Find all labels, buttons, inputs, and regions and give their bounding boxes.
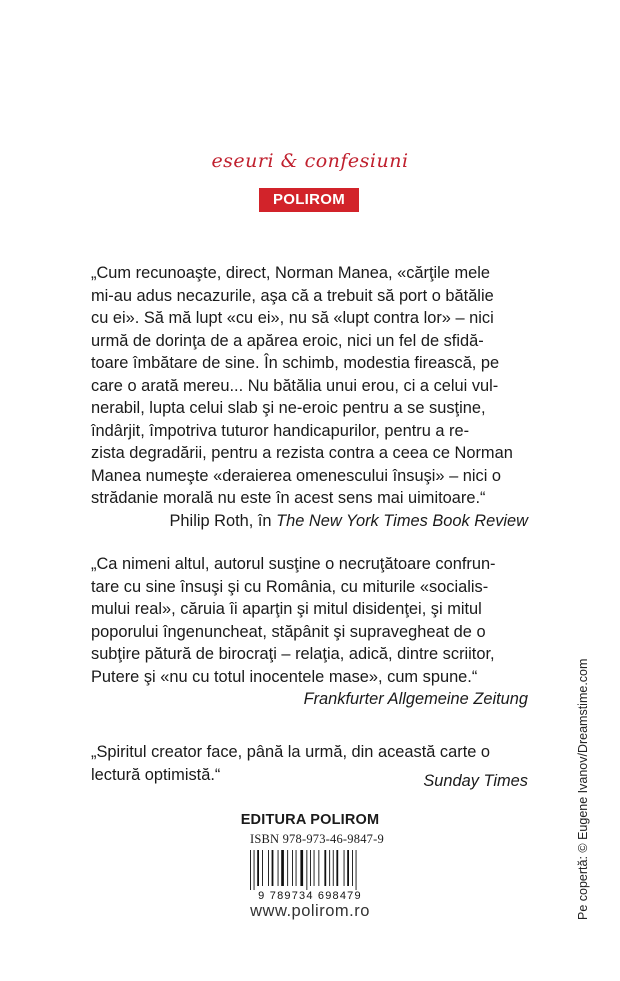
quote-line: lectură optimistă.“ [91, 765, 221, 784]
barcode-bar [314, 850, 315, 886]
barcode-bar [281, 850, 284, 886]
isbn-number: ISBN 978-973-46-9847-9 [250, 832, 384, 846]
barcode-bar [278, 850, 279, 886]
barcode-bar [268, 850, 269, 886]
barcode-bar [356, 850, 357, 890]
barcode-bar [257, 850, 259, 886]
quote-line: mi-au adus necazurile, aşa că a trebuit să port o bătălie [91, 286, 494, 305]
barcode-bar [336, 850, 338, 886]
attribution-author: Philip Roth, în [169, 512, 277, 530]
quote-line: Putere şi «nu cu totul inocentele mase», cum spune.“ [91, 667, 478, 686]
quote-line: „Cum recunoaşte, direct, Norman Manea, «cărţile mele [91, 264, 491, 282]
quote-line: nerabil, lupta celui slab şi ne-eroic pentru a se susţine, [91, 399, 486, 417]
quote-philip-roth [91, 262, 528, 510]
barcode-bar [272, 850, 274, 886]
barcode-bar [347, 850, 349, 886]
cover-credit: Pe copertă: © Eugene Ivanov/Dreamstime.com [576, 658, 590, 920]
publisher-name: EDITURA POLIROM [240, 812, 380, 828]
barcode-bar [250, 850, 251, 890]
quote-faz [91, 553, 528, 688]
website-url[interactable]: www.polirom.ro [250, 902, 370, 920]
attribution-philip-roth [170, 512, 529, 531]
barcode [240, 848, 380, 900]
barcode-bar [310, 850, 311, 886]
quote-line: Manea numeşte «deraierea omenescului însuşi» – nici o [91, 466, 502, 485]
barcode-bar [306, 850, 307, 890]
barcode-bar [262, 850, 263, 886]
quote-line: subţire pătură de birocraţi – relaţia, adică, dintre scriitor, [91, 645, 495, 663]
attribution-source: The New York Times Book Review [276, 512, 528, 530]
barcode-bar [287, 850, 288, 886]
attribution-faz: Frankfurter Allgemeine Zeitung [303, 690, 528, 708]
barcode-bar [300, 850, 303, 886]
barcode-bar [318, 850, 319, 886]
quote-line: poporului îngenuncheat, stăpânit şi supravegheat de o [91, 622, 486, 641]
quote-line: zista degradării, pentru a rezista contra a ceea ce Norman [91, 444, 513, 462]
barcode-bar [292, 850, 293, 886]
quote-line: care o arată mereu... Nu bătălia unui erou, ci a celui vul- [91, 376, 499, 395]
quote-line: urmă de dorinţa de a apărea eroic, nici un fel de sfidă- [91, 331, 484, 350]
polirom-logo: POLIROM [259, 188, 359, 212]
barcode-bar [254, 850, 255, 890]
barcode-bar [333, 850, 334, 886]
barcode-bar [296, 850, 297, 886]
quote-line: strădanie morală nu este în acest sens mai uimitoare.“ [91, 489, 486, 507]
barcode-bar [344, 850, 345, 886]
quote-line: toare îmbătare de sine. În schimb, modestia firească, pe [91, 354, 500, 372]
quote-line: „Spiritul creator face, până la urmă, din această carte o [91, 743, 491, 761]
barcode-bar [329, 850, 330, 886]
barcode-bar [352, 850, 353, 886]
barcode-bars [250, 850, 357, 890]
quote-line: tare cu sine însuşi şi cu România, cu miturile «socialis- [91, 577, 489, 596]
attribution-sunday-times: Sunday Times [423, 772, 528, 790]
quote-line: mului real», căruia îi aparţin şi mitul disidenţei, şi mitul [91, 600, 482, 618]
barcode-bar [324, 850, 326, 886]
barcode-digits: 9 789734 698479 [258, 890, 362, 900]
series-label: eseuri & confesiuni [211, 150, 409, 172]
quote-line: „Ca nimeni altul, autorul susţine o necruţătoare confrun- [91, 555, 496, 573]
quote-line: cu ei». Să mă lupt «cu ei», nu să «lupt contra lor» – nici [91, 309, 494, 327]
quote-line: îndârjit, împotriva tuturor handicapurilor, pentru a re- [91, 421, 470, 440]
